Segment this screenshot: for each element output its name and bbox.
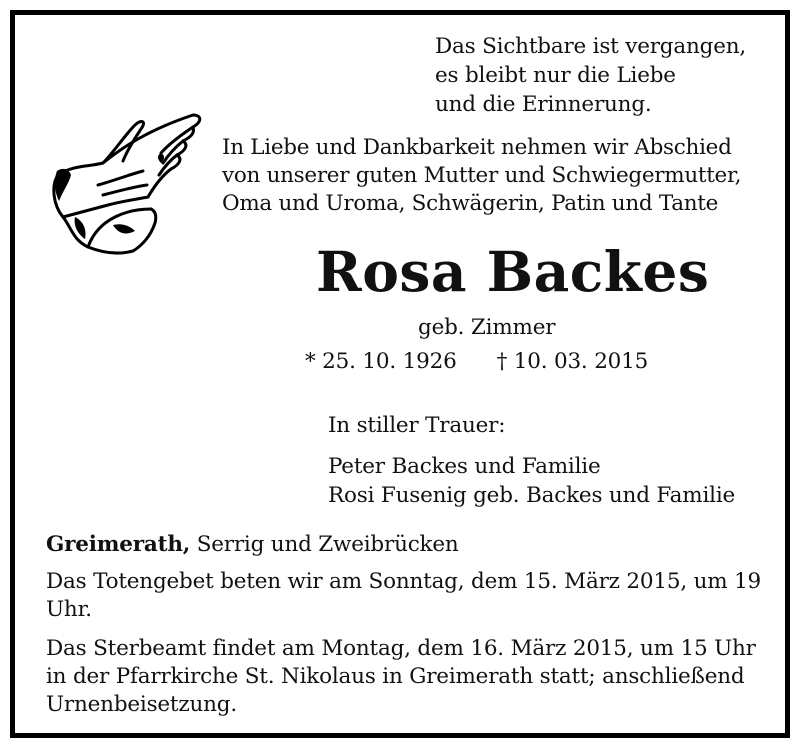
- main-place: Greimerath,: [46, 532, 191, 557]
- quote-line: es bleibt nur die Liebe: [435, 63, 676, 88]
- maiden-name: geb. Zimmer: [418, 315, 556, 340]
- deceased-name: Rosa Backes: [316, 239, 710, 304]
- farewell-intro: [222, 134, 741, 218]
- survivor-line: Peter Backes und Familie: [328, 454, 601, 479]
- prayer-notice: Das Totengebet beten wir am Sonntag, dem 15. März 2015, um 19 Uhr.: [46, 569, 762, 622]
- mourning-heading: In stiller Trauer:: [328, 413, 506, 438]
- survivors-list: [328, 452, 735, 510]
- other-places: Serrig und Zweibrücken: [190, 532, 459, 557]
- mass-notice: Das Sterbeamt findet am Montag, dem 16. März 2015, um 15 Uhr in der Pfarrkirche St. Nikolaus in Greimerath statt; anschließend Urnenbeisetzung.: [46, 636, 756, 717]
- quote-line: und die Erinnerung.: [435, 92, 652, 117]
- birth-date: * 25. 10. 1926: [305, 349, 457, 374]
- intro-line: In Liebe und Dankbarkeit nehmen wir Abschied: [222, 135, 732, 160]
- quote-line: Das Sichtbare ist vergangen,: [435, 34, 747, 59]
- places-line: [46, 531, 459, 559]
- obituary-frame: [10, 10, 790, 738]
- praying-hands-icon: [43, 105, 203, 265]
- intro-line: von unserer guten Mutter und Schwiegermutter,: [222, 163, 742, 188]
- life-dates: [305, 348, 648, 376]
- survivor-line: Rosi Fusenig geb. Backes und Familie: [328, 483, 736, 508]
- death-date: † 10. 03. 2015: [496, 349, 649, 374]
- intro-line: Oma und Uroma, Schwägerin, Patin und Tante: [222, 191, 719, 216]
- memorial-quote: [435, 32, 746, 119]
